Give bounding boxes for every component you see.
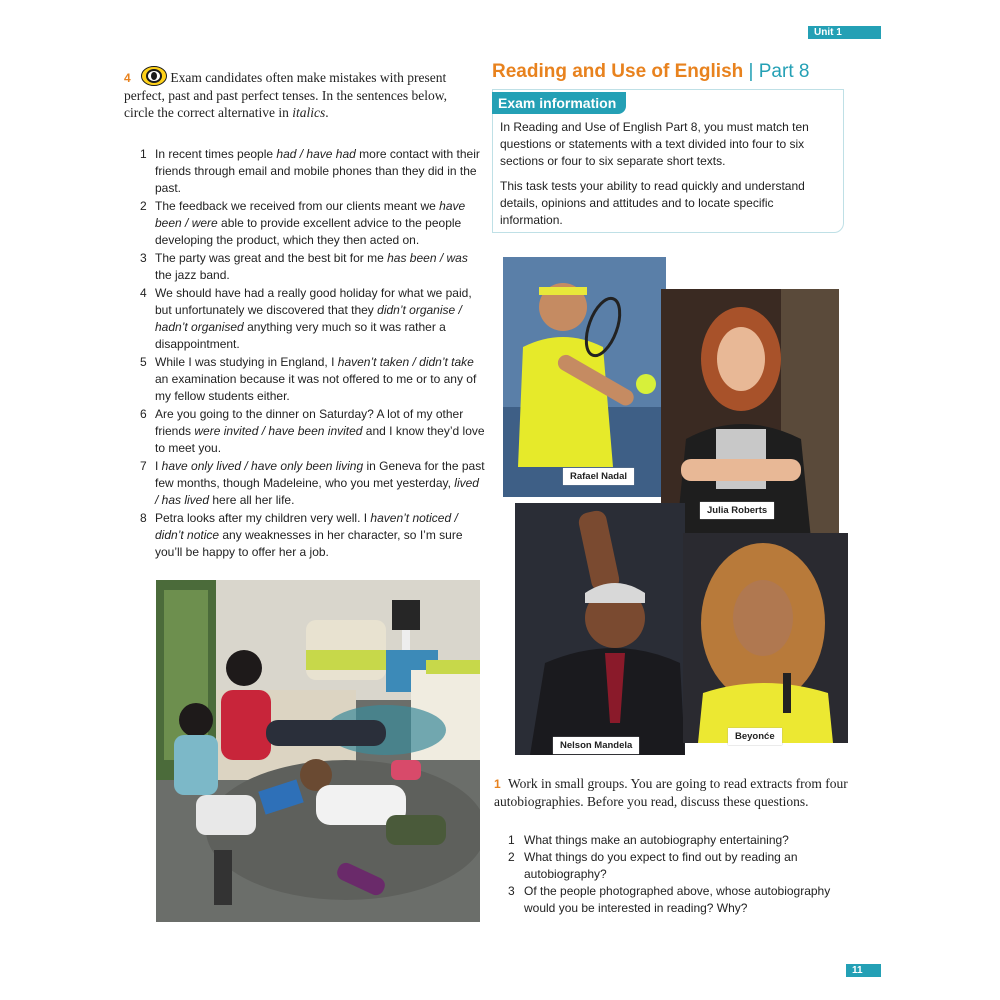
- item-number: 7: [140, 459, 147, 473]
- item-number: 1: [140, 147, 147, 161]
- caption-nelson-mandela: Nelson Mandela: [553, 737, 639, 754]
- alternative-choice[interactable]: haven’t taken / didn’t take: [337, 355, 474, 369]
- alternative-choice[interactable]: lived / has lived: [155, 476, 479, 507]
- exam-info-paragraph-2: This task tests your ability to read quickly and understand details, opinions and attitudes and to locate specific information.: [500, 179, 805, 227]
- page-number: 11: [846, 964, 881, 977]
- nelson-mandela-photo: [515, 503, 685, 755]
- exercise-4-text-end: .: [325, 105, 329, 120]
- item-text: any weaknesses in her character, so I’m sure you’ll be happy to offer her a job.: [155, 528, 463, 559]
- question-number: 3: [508, 884, 515, 898]
- item-text: more contact with their friends through email and mobile phones than they did in the past.: [155, 147, 480, 195]
- question-text: Of the people photographed above, whose autobiography would you be interested in reading? Why?: [524, 884, 831, 915]
- caption-julia-roberts: Julia Roberts: [700, 502, 774, 519]
- alternative-choice[interactable]: didn’t organise / hadn’t organised: [155, 303, 462, 334]
- exercise-4-item: [140, 458, 485, 509]
- exercise-4-item: [140, 198, 485, 249]
- item-text: Petra looks after my children very well. I: [155, 511, 371, 525]
- item-number: 2: [140, 199, 147, 213]
- question-text: What things make an autobiography entertaining?: [524, 833, 789, 847]
- section-title-main: Reading and Use of English: [492, 61, 744, 82]
- exercise-4-item: [140, 406, 485, 457]
- item-text: anything very much so it was rather a disappointment.: [155, 320, 446, 351]
- exercise-1-questions: [508, 832, 848, 917]
- alternative-choice[interactable]: have been / were: [155, 199, 466, 230]
- item-text: here all her life.: [209, 493, 295, 507]
- alternative-choice[interactable]: have only lived / have only been living: [161, 459, 364, 473]
- exercise-4-item: [140, 250, 485, 284]
- beyonce-photo: [683, 533, 848, 743]
- item-text: Are you going to the dinner on Saturday? A lot of my other friends: [155, 407, 464, 438]
- alternative-choice[interactable]: has been / was: [387, 251, 468, 265]
- caption-beyonce: Beyonće: [728, 728, 782, 745]
- exercise-4-item: [140, 285, 485, 353]
- exercise-1-question: [508, 883, 848, 917]
- item-number: 8: [140, 511, 147, 525]
- item-number: 6: [140, 407, 147, 421]
- exercise-1-question: [508, 832, 848, 849]
- item-text: and I know they’d love to meet you.: [155, 424, 485, 455]
- exam-eye-icon: [141, 66, 167, 86]
- question-number: 1: [508, 833, 515, 847]
- caption-rafael-nadal: Rafael Nadal: [563, 468, 634, 485]
- exercise-4-items: [140, 146, 485, 562]
- section-title-separator: |: [748, 61, 754, 82]
- alternative-choice[interactable]: haven’t noticed / didn’t notice: [155, 511, 458, 542]
- item-text: an examination because it was not offered to me or to any of my fellow students either.: [155, 372, 477, 403]
- section-title-part: Part 8: [758, 61, 810, 82]
- exercise-4-item: [140, 146, 485, 197]
- section-title: [492, 61, 809, 83]
- item-text: able to provide excellent advice to the people developing the product, which they then acted on.: [155, 216, 462, 247]
- exercise-4-item: [140, 354, 485, 405]
- item-text: the jazz band.: [155, 268, 230, 282]
- item-text: We should have had a really good holiday for what we paid, but unfortunately we discovered that they: [155, 286, 472, 317]
- exercise-1-number: 1: [494, 777, 501, 791]
- item-number: 5: [140, 355, 147, 369]
- girls-room-photo: [156, 580, 480, 922]
- exercise-4-italic: italics: [292, 105, 326, 120]
- item-text: I: [155, 459, 162, 473]
- question-text: What things do you expect to find out by reading an autobiography?: [524, 850, 798, 881]
- item-number: 3: [140, 251, 147, 265]
- item-text: The party was great and the best bit for me: [155, 251, 388, 265]
- item-text: The feedback we received from our clients meant we: [155, 199, 440, 213]
- unit-tab: Unit 1: [808, 26, 881, 39]
- alternative-choice[interactable]: were invited / have been invited: [194, 424, 363, 438]
- item-text: In recent times people: [155, 147, 277, 161]
- exercise-1-question: [508, 849, 848, 883]
- alternative-choice[interactable]: had / have had: [276, 147, 356, 161]
- question-number: 2: [508, 850, 515, 864]
- exam-info-paragraph-1: In Reading and Use of English Part 8, you must match ten questions or statements with a text divided into four to six sections or four to six separate short texts.: [500, 120, 809, 168]
- item-number: 4: [140, 286, 147, 300]
- exam-info-label: Exam information: [492, 92, 626, 114]
- item-text: in Geneva for the past few months, though Madeleine, who you met yesterday,: [155, 459, 485, 490]
- rafael-nadal-photo: [503, 257, 666, 497]
- exercise-4-text: Exam candidates often make mistakes with present perfect, past and past perfect tenses. In the sentences below, circle the correct alternative in: [124, 70, 447, 120]
- exercise-1-instruction: [494, 775, 854, 810]
- exercise-4-number: 4: [124, 71, 131, 85]
- exercise-4-item: [140, 510, 485, 561]
- exercise-4-instruction: [124, 66, 474, 121]
- item-text: While I was studying in England, I: [155, 355, 338, 369]
- exercise-1-text: Work in small groups. You are going to read extracts from four autobiographies. Before you read, discuss these questions.: [494, 776, 848, 809]
